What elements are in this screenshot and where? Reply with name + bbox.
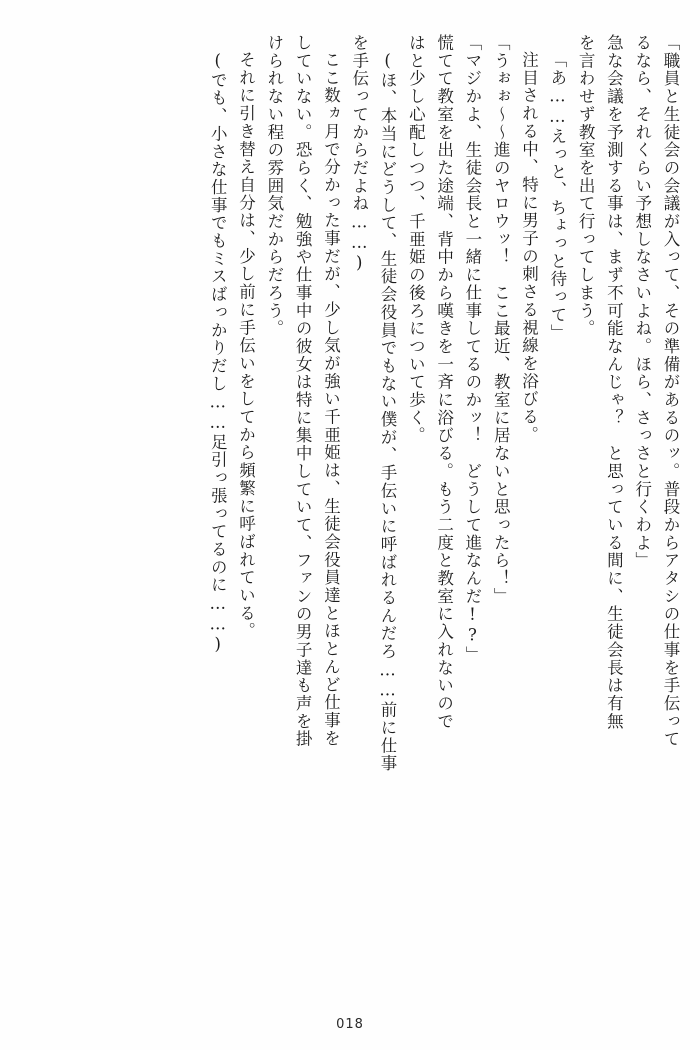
text-line: それに引き替え自分は、少し前に手伝いをしてから頻繁に呼ばれている。 xyxy=(236,51,256,641)
text-line: 「あ……えっと、ちょっと待って」 xyxy=(547,51,567,342)
text-line: ここ数ヵ月で分かった事だが、少し気が強い千亜姫は、生徒会役員達とほとんど仕事を xyxy=(321,51,341,748)
page-number: 018 xyxy=(336,1017,364,1032)
text-line: (ほ、本当にどうして、生徒会役員でもない僕が、手伝いに呼ばれるんだろ……前に仕事 xyxy=(378,51,398,773)
text-line: (でも、小さな仕事でもミスばっかりだし……足引っ張ってるのに……) xyxy=(208,51,228,656)
text-line: けられない程の雰囲気だからだろう。 xyxy=(264,34,284,338)
text-line: を言わせず教室を出て行ってしまう。 xyxy=(576,34,596,338)
text-line: 「職員と生徒会の会議が入って、その準備があるのッ。普段からアタシの仕事を手伝って xyxy=(661,34,680,748)
vertical-text-body xyxy=(28,34,678,984)
text-line: るなら、それくらい予想しなさいよね。ほら、さっさと行くわよ」 xyxy=(632,34,652,570)
text-line: 「マジかよ、生徒会長と一緒に仕事してるのかッ！ どうして進なんだ!?」 xyxy=(462,34,482,664)
text-line: 慌てて教室を出た途端、背中から嘆きを一斉に浴びる。もう二度と教室に入れないので xyxy=(434,34,454,731)
text-line: していない。恐らく、勉強や仕事中の彼女は特に集中していて、ファンの男子達も声を掛 xyxy=(293,34,313,748)
text-line: 急な会議を予測する事は、まず不可能なんじゃ？ と思っている間に、生徒会長は有無 xyxy=(604,34,624,731)
text-line: 「うぉぉ～～進のヤロウッ！ ここ最近、教室に居ないと思ったら！」 xyxy=(491,34,511,606)
text-line: を手伝ってからだよね……) xyxy=(349,34,369,274)
text-line: 注目される中、特に男子の刺さる視線を浴びる。 xyxy=(519,51,539,444)
text-line: はと少し心配しつつ、千亜姫の後ろについて歩く。 xyxy=(406,34,426,445)
